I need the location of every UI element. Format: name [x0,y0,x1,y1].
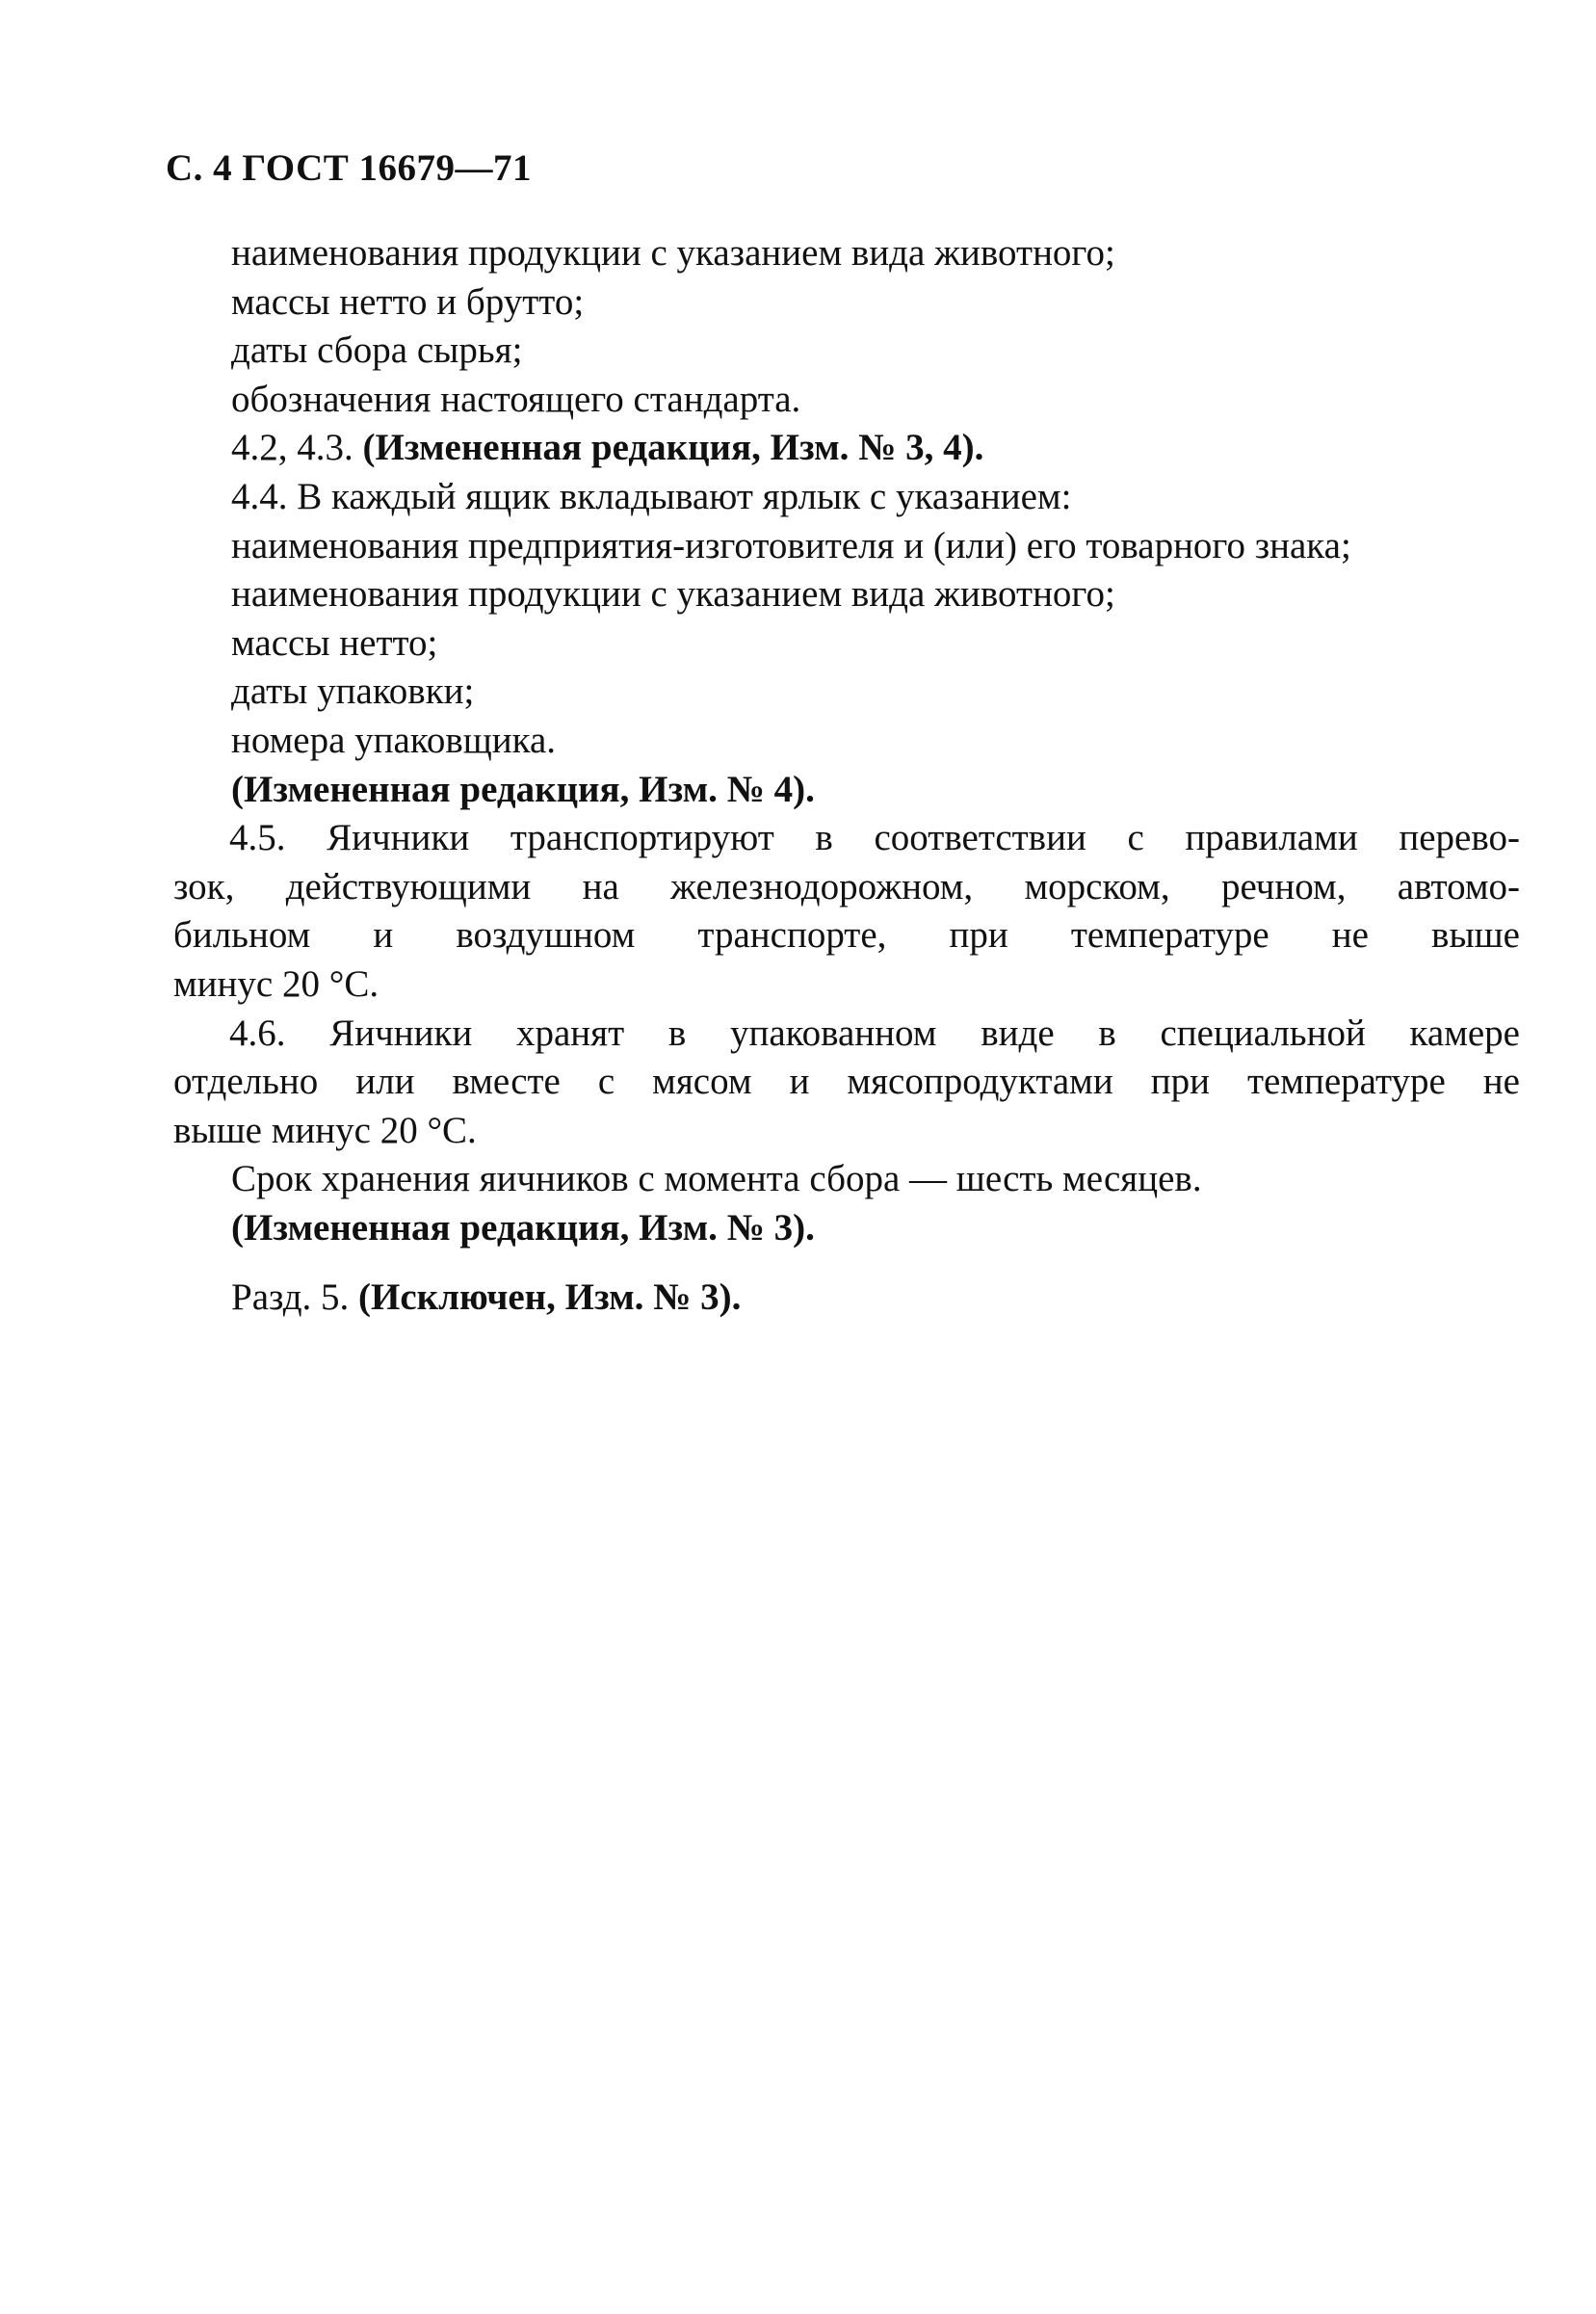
section-gap [173,1252,1520,1274]
excluded-note: (Исключен, Изм. № 3). [358,1276,742,1319]
section-5-note [173,1274,1520,1323]
clause-4-6-line: 4.6. Яичники хранят в упакованном виде в специальной камере [229,1012,1520,1054]
clause-4-5-line: 4.5. Яичники транспортируют в соответствии с правилами перево- [229,817,1520,859]
document-body [173,229,1520,1323]
amendment-note: (Измененная редакция, Изм. № 3). [231,1206,815,1249]
section-number: Разд. 5. [231,1276,350,1319]
amendment-note: (Измененная редакция, Изм. № 3, 4). [362,427,984,469]
clause-4-5-line: зок, действующими на железнодорожном, морском, речном, автомо- [173,865,1520,907]
clause-4-6-line: выше минус 20 °С. [173,1109,477,1151]
text-line: наименования предприятия-изготовителя и (или) его товарного знака; [231,524,1351,566]
text-line: номера упаковщика. [231,719,557,761]
clause-4-6-line: отдельно или вместе с мясом и мясопродуктами при температуре не [173,1061,1520,1103]
clause-4-5-line: бильном и воздушном транспорте, при температуре не выше [173,914,1520,957]
text-line: массы нетто и брутто; [231,280,585,323]
text-line: обозначения настоящего стандарта. [231,378,801,420]
amendment-note: (Измененная редакция, Изм. № 4). [231,768,815,810]
amendment-line [173,424,1520,473]
text-line: наименования продукции с указанием вида животного; [231,573,1115,616]
clause-4-4: 4.4. В каждый ящик вкладывают ярлык с указанием: [231,475,1072,517]
storage-term-line: Срок хранения яичников с момента сбора — шесть месяцев. [231,1158,1202,1200]
clause-number: 4.2, 4.3. [231,427,353,469]
text-line: наименования продукции с указанием вида животного; [231,232,1115,274]
clause-4-5-line: минус 20 °С. [173,962,379,1005]
text-line: массы нетто; [231,621,438,664]
page-header: С. 4 ГОСТ 16679—71 [166,147,532,189]
text-line: даты сбора сырья; [231,329,523,372]
text-line: даты упаковки; [231,671,475,713]
